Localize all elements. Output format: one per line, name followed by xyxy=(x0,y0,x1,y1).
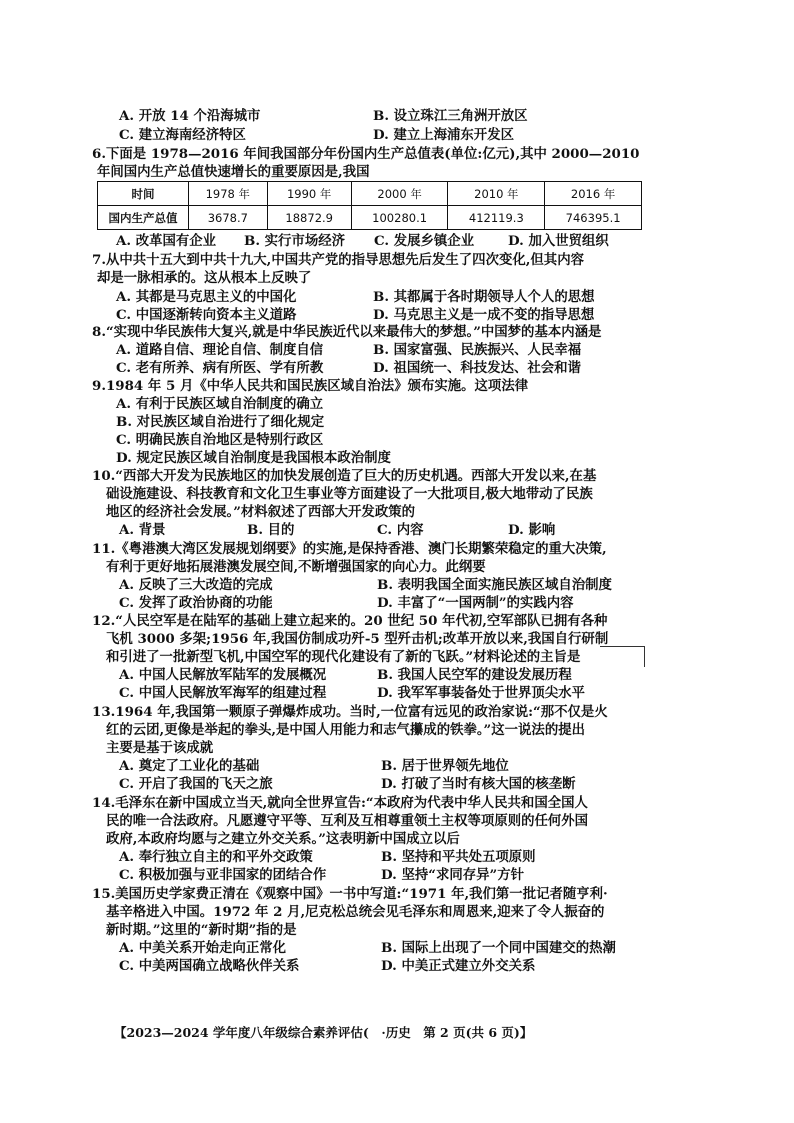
table-cell: 100280.1 xyxy=(351,206,448,230)
q7-option-a: A. 其都是马克思主义的中国化 xyxy=(116,289,297,305)
q8-option-b: B. 国家富强、民族振兴、人民幸福 xyxy=(373,342,582,358)
page-footer: 【2023—2024 学年度八年级综合素养评估( ·历史 第 2 页(共 6 页)】 xyxy=(114,1025,533,1040)
q12-option-c: C. 中国人民解放军海军的组建过程 xyxy=(119,685,327,701)
q15-option-b: B. 国际上出现了一个同中国建交的热潮 xyxy=(381,940,616,956)
q6-stem-line2: 年间国内生产总值快速增长的重要原因是,我国 xyxy=(97,164,370,180)
q13-stem-line1: 13.1964 年,我国第一颗原子弹爆炸成功。当时,一位富有远见的政治家说:“那不仅是火 xyxy=(92,704,608,720)
gdp-table-data-row xyxy=(98,206,642,230)
q6-option-a: A. 改革国有企业 xyxy=(116,233,217,249)
table-cell: 2016 年 xyxy=(545,182,642,206)
q14-option-b: B. 坚持和平共处五项原则 xyxy=(381,849,536,865)
q10-option-d: D. 影响 xyxy=(508,522,556,538)
q10-option-a: A. 背景 xyxy=(119,522,166,538)
q11-option-d: D. 丰富了“一国两制”的实践内容 xyxy=(377,595,574,611)
q14-option-a: A. 奉行独立自主的和平外交政策 xyxy=(119,849,313,865)
q15-stem-line1: 15.美国历史学家费正清在《观察中国》一书中写道:“1971 年,我们第一批记者随亨利· xyxy=(92,886,608,902)
gdp-table-header-row xyxy=(98,182,642,206)
q13-option-c: C. 开启了我国的飞天之旅 xyxy=(119,776,273,792)
table-cell: 18872.9 xyxy=(267,206,351,230)
q7-stem-line1: 7.从中共十五大到中共十九大,中国共产党的指导思想先后发生了四次变化,但其内容 xyxy=(92,252,584,268)
table-cell: 3678.7 xyxy=(189,206,268,230)
q5-option-a: A. 开放 14 个沿海城市 xyxy=(119,108,261,124)
q14-stem-line2: 民的唯一合法政府。凡愿遵守平等、互利及互相尊重领土主权等项原则的任何外国 xyxy=(106,813,589,829)
scan-mark xyxy=(600,646,645,667)
q13-stem-line2: 红的云团,更像是举起的拳头,是中国人用能力和志气攥成的铁拳。”这一说法的提出 xyxy=(106,722,585,738)
q7-option-d: D. 马克思主义是一成不变的指导思想 xyxy=(373,307,595,323)
q15-option-a: A. 中美关系开始走向正常化 xyxy=(119,940,287,956)
q15-stem-line3: 新时期。”这里的“新时期”指的是 xyxy=(106,922,297,938)
q9-option-a: A. 有利于民族区域自治制度的确立 xyxy=(116,396,324,412)
q10-stem-line1: 10.“西部大开发为民族地区的加快发展创造了巨大的历史机遇。西部大开发以来,在基 xyxy=(92,468,597,484)
table-cell: 1978 年 xyxy=(189,182,268,206)
q10-option-c: C. 内容 xyxy=(377,522,424,538)
q11-option-c: C. 发挥了政治协商的功能 xyxy=(119,595,273,611)
table-cell: 746395.1 xyxy=(545,206,642,230)
q11-stem-line2: 有利于更好地拓展港澳发展空间,不断增强国家的向心力。此纲要 xyxy=(106,559,486,575)
q5-option-c: C. 建立海南经济特区 xyxy=(119,127,246,143)
q13-option-d: D. 打破了当时有核大国的核垄断 xyxy=(381,776,576,792)
q12-stem-line2: 飞机 3000 多架;1956 年,我国仿制成功歼-5 型歼击机;改革开放以来,我国自行研制 xyxy=(106,631,609,647)
q9-option-b: B. 对民族区域自治进行了细化规定 xyxy=(116,414,325,430)
q7-option-b: B. 其都属于各时期领导人个人的思想 xyxy=(373,289,595,305)
q8-option-a: A. 道路自信、理论自信、制度自信 xyxy=(116,342,324,358)
q6-option-c: C. 发展乡镇企业 xyxy=(374,233,475,249)
q15-option-d: D. 中美正式建立外交关系 xyxy=(381,958,536,974)
q10-stem-line2: 础设施建设、科技教育和文化卫生事业等方面建设了一大批项目,极大地带动了民族 xyxy=(106,486,593,502)
q9-option-c: C. 明确民族自治地区是特别行政区 xyxy=(116,432,324,448)
q7-stem-line2: 却是一脉相承的。这从根本上反映了 xyxy=(97,270,312,286)
q14-option-c: C. 积极加强与亚非国家的团结合作 xyxy=(119,867,327,883)
q8-option-c: C. 老有所养、病有所医、学有所教 xyxy=(116,360,324,376)
q5-option-d: D. 建立上海浦东开发区 xyxy=(373,127,514,143)
q15-stem-line2: 基辛格进入中国。1972 年 2 月,尼克松总统会见毛泽东和周恩来,迎来了令人振奋的 xyxy=(106,904,605,920)
table-cell: 时间 xyxy=(98,182,189,206)
q6-option-b: B. 实行市场经济 xyxy=(244,233,345,249)
q12-option-d: D. 我军军事装备处于世界顶尖水平 xyxy=(377,685,585,701)
q13-stem-line3: 主要是基于该成就 xyxy=(106,740,214,756)
q11-stem-line1: 11.《粤港澳大湾区发展规划纲要》的实施,是保持香港、澳门长期繁荣稳定的重大决策, xyxy=(92,541,607,557)
q9-option-d: D. 规定民族区域自治制度是我国根本政治制度 xyxy=(116,450,391,466)
q12-stem-line3: 和引进了一批新型飞机,中国空军的现代化建设有了新的飞跃。”材料论述的主旨是 xyxy=(106,649,581,665)
table-cell: 2000 年 xyxy=(351,182,448,206)
q6-option-d: D. 加入世贸组织 xyxy=(508,233,609,249)
q14-stem-line1: 14.毛泽东在新中国成立当天,就向全世界宣告:“本政府为代表中华人民共和国全国人 xyxy=(92,795,588,811)
q13-option-a: A. 奠定了工业化的基础 xyxy=(119,758,260,774)
q12-option-b: B. 我国人民空军的建设发展历程 xyxy=(377,667,572,683)
q9-stem-line1: 9.1984 年 5 月《中华人民共和国民族区域自治法》颁布实施。这项法律 xyxy=(92,378,529,394)
table-cell: 2010 年 xyxy=(448,182,545,206)
q13-option-b: B. 居于世界领先地位 xyxy=(381,758,509,774)
table-cell: 国内生产总值 xyxy=(98,206,189,230)
q10-stem-line3: 地区的经济社会发展。”材料叙述了西部大开发政策的 xyxy=(106,504,415,520)
q6-stem-line1: 6.下面是 1978—2016 年间我国部分年份国内生产总值表(单位:亿元),其中 2000—2010 xyxy=(92,146,640,162)
gdp-table xyxy=(97,181,642,230)
q14-stem-line3: 政府,本政府均愿与之建立外交关系。”这表明新中国成立以后 xyxy=(106,831,460,847)
q11-option-a: A. 反映了三大改造的完成 xyxy=(119,577,273,593)
q5-option-b: B. 设立珠江三角洲开放区 xyxy=(373,108,528,124)
q8-option-d: D. 祖国统一、科技发达、社会和谐 xyxy=(373,360,581,376)
q7-option-c: C. 中国逐渐转向资本主义道路 xyxy=(116,307,297,323)
q12-stem-line1: 12.“人民空军是在陆军的基础上建立起来的。20 世纪 50 年代初,空军部队已拥有各种 xyxy=(92,613,608,629)
q10-option-b: B. 目的 xyxy=(247,522,295,538)
q15-option-c: C. 中美两国确立战略伙伴关系 xyxy=(119,958,300,974)
q12-option-a: A. 中国人民解放军陆军的发展概况 xyxy=(119,667,327,683)
table-cell: 412119.3 xyxy=(448,206,545,230)
q8-stem-line1: 8.“实现中华民族伟大复兴,就是中华民族近代以来最伟大的梦想。”中国梦的基本内涵是 xyxy=(92,324,602,340)
table-cell: 1990 年 xyxy=(267,182,351,206)
q11-option-b: B. 表明我国全面实施民族区域自治制度 xyxy=(377,577,612,593)
q14-option-d: D. 坚持“求同存异”方针 xyxy=(381,867,524,883)
